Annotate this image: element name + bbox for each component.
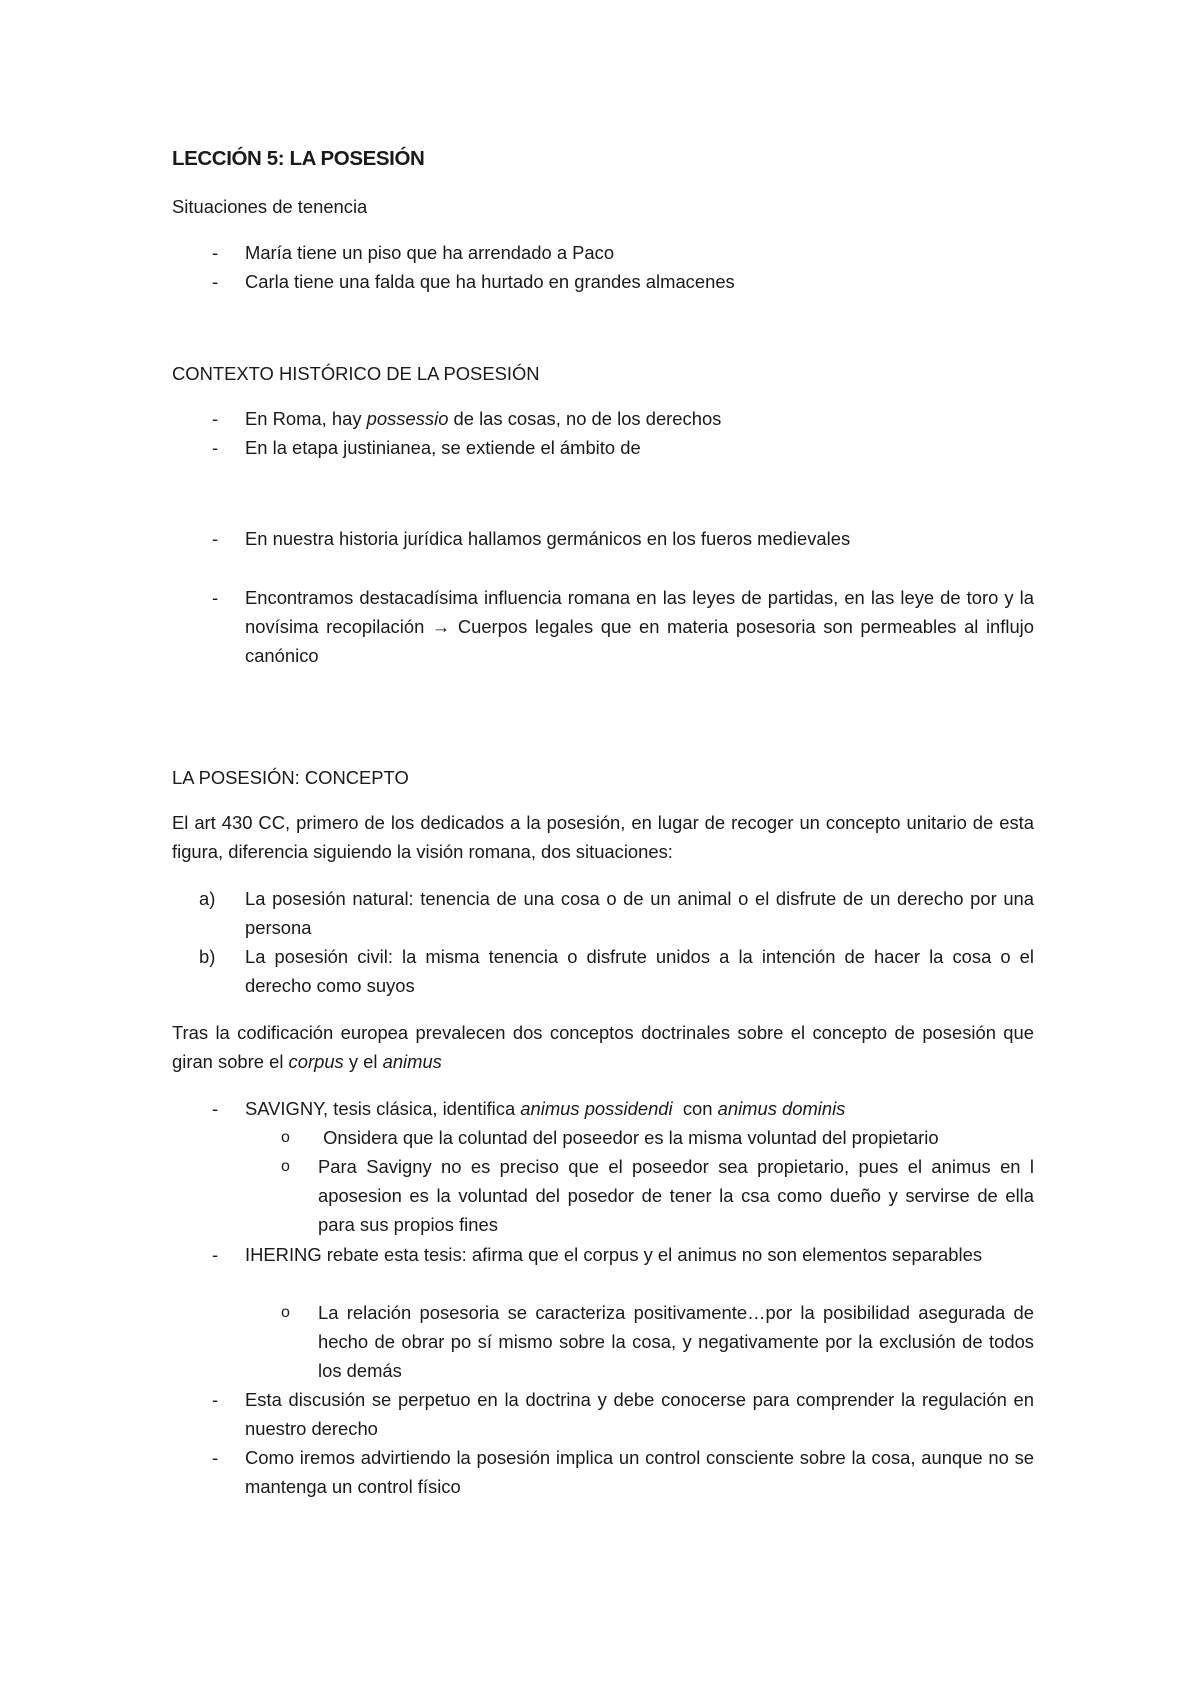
dash-marker: - [212,1244,219,1265]
section-heading-contexto: CONTEXTO HISTÓRICO DE LA POSESIÓN [172,363,540,384]
list-item-text: Esta discusión se perpetuo en la doctrina y debe conocerse para comprender la regulación en nuestro derecho [245,1389,1034,1439]
dash-marker: - [212,1098,219,1119]
dash-marker: - [212,587,219,608]
sub-list-item-text: Onsidera que la coluntad del poseedor es la misma voluntad del propietario [318,1127,939,1148]
dash-marker: - [212,437,219,458]
italic-term: possessio [366,408,449,429]
circle-marker: o [281,1158,290,1175]
dash-marker: - [212,1447,219,1468]
list-item-text: SAVIGNY, tesis clásica, identifica animus possidendi con animus dominis [245,1098,846,1119]
list-item-text: En Roma, hay possessio de las cosas, no de los derechos [245,408,722,429]
list-item-text: En nuestra historia jurídica hallamos germánicos en los fueros medievales [245,528,851,549]
list-item-text: La posesión civil: la misma tenencia o disfrute unidos a la intención de hacer la cosa o el derecho como suyos [245,946,1034,996]
list-item-text: En la etapa justinianea, se extiende el ámbito de [245,437,641,458]
list-item-text: Como iremos advirtiendo la posesión implica un control consciente sobre la cosa, aunque no se mantenga un control físico [245,1447,1034,1497]
section-heading-situaciones: Situaciones de tenencia [172,196,368,217]
list-item-text: Carla tiene una falda que ha hurtado en grandes almacenes [245,271,735,292]
italic-term: animus possidendi [520,1098,673,1119]
list-item-text: Encontramos destacadísima influencia romana en las leyes de partidas, en las leye de toro y la novísima recopilación → Cuerpos legales que en materia posesoria son permeables al influjo canónico [245,587,1034,666]
alpha-marker: a) [199,888,216,909]
arrow-right-icon: → [431,616,451,637]
dash-marker: - [212,408,219,429]
dash-marker: - [212,242,219,263]
list-item-text: La posesión natural: tenencia de una cosa o de un animal o el disfrute de un derecho por una persona [245,888,1034,938]
list-item-text: IHERING rebate esta tesis: afirma que el corpus y el animus no son elementos separables [245,1244,983,1265]
circle-marker: o [281,1304,290,1321]
dash-marker: - [212,1389,219,1410]
page-title: LECCIÓN 5: LA POSESIÓN [172,147,425,170]
sub-list-item-text: La relación posesoria se caracteriza positivamente…por la posibilidad asegurada de hecho de obrar po sí mismo sobre la cosa, y negativamente por la exclusión de todos los demás [318,1302,1034,1381]
paragraph-intro: El art 430 CC, primero de los dedicados a la posesión, en lugar de recoger un concepto unitario de esta figura, diferencia siguiendo la visión romana, dos situaciones: [172,812,1034,862]
italic-term: corpus [288,1051,344,1072]
sub-list-item-text: Para Savigny no es preciso que el poseedor sea propietario, pues el animus en l aposesion es la voluntad del posedor de tener la csa como dueño y servirse de ella para sus propios fines [318,1156,1034,1235]
document-page [172,0,1034,1696]
section-heading-concepto: LA POSESIÓN: CONCEPTO [172,767,409,788]
list-item-text: María tiene un piso que ha arrendado a Paco [245,242,615,263]
dash-marker: - [212,271,219,292]
alpha-marker: b) [199,946,216,967]
italic-term: animus [382,1051,442,1072]
italic-term: animus dominis [717,1098,846,1119]
circle-marker: o [281,1129,290,1146]
dash-marker: - [212,528,219,549]
paragraph-tras: Tras la codificación europea prevalecen dos conceptos doctrinales sobre el concepto de posesión que giran sobre el corpus y el animus [172,1022,1034,1072]
